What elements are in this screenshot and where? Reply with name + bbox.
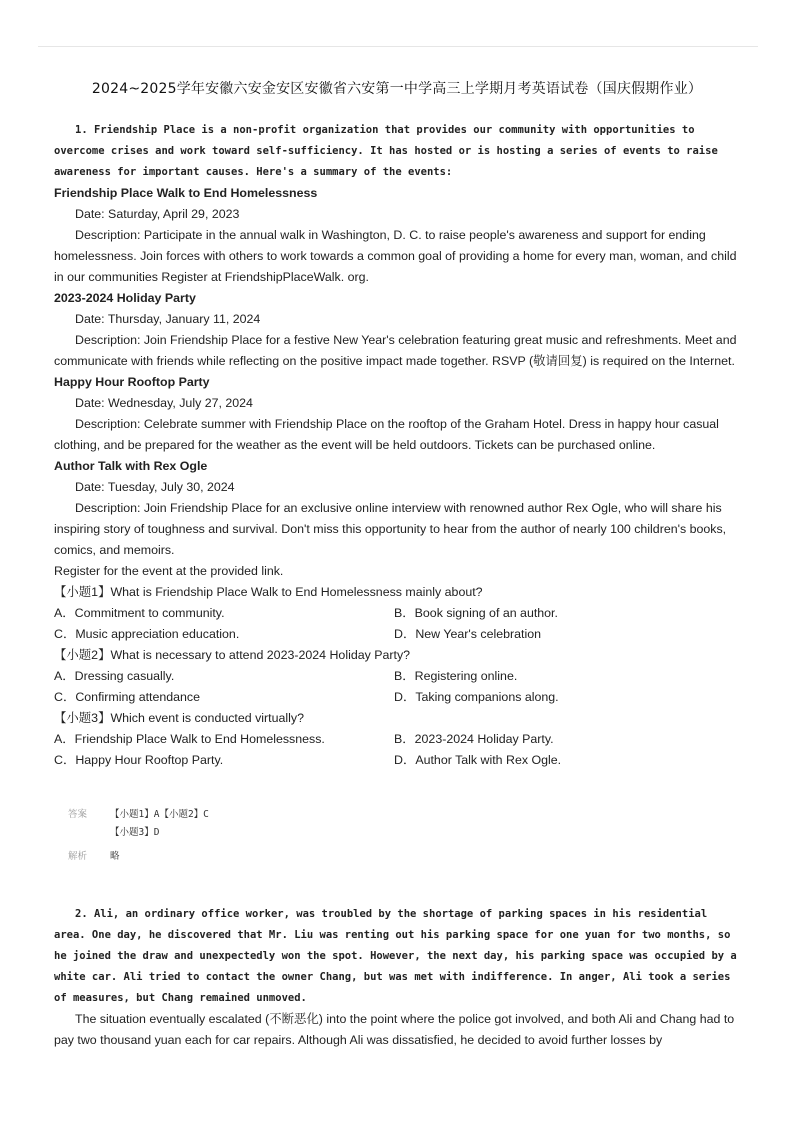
option-d: D．Taking companions along. [394, 690, 559, 704]
option-row [54, 603, 744, 624]
question-2-paragraph: The situation eventually escalated (不断恶化) into the point where the police got involved, and both Ali and Chang had to pay two thousand yuan each for car repairs. Although Ali was dissatisfied, he decided to avoid further losses by [54, 1012, 735, 1047]
option-a: A．Commitment to community. [54, 606, 225, 620]
option-d: D．Author Talk with Rex Ogle. [394, 753, 562, 767]
option-b: B．Registering online. [394, 669, 518, 683]
option-c: C．Happy Hour Rooftop Party. [54, 753, 224, 767]
question-2-intro: 2. Ali, an ordinary office worker, was troubled by the shortage of parking spaces in his residential area. One day, he discovered that Mr. Liu was renting out his parking space for one yuan for two months, so he joined the draw and unexpectedly won the spot. However, the next day, his parking space was occupied by a white car. Ali tried to contact the owner Chang, but was met with indifference. In anger, Ali took a series of measures, but Chang remained unmoved. [54, 908, 737, 1004]
option-a: A．Dressing casually. [54, 669, 175, 683]
analysis-label: 解析 [68, 851, 88, 862]
option-row [54, 687, 744, 708]
option-row [54, 624, 744, 645]
option-row [54, 750, 744, 771]
analysis-text: 略 [110, 851, 120, 862]
answer-label: 答案 [68, 809, 88, 820]
event-name: Happy Hour Rooftop Party [54, 375, 210, 389]
option-b: B．2023-2024 Holiday Party. [394, 732, 554, 746]
document-title: 2024~2025学年安徽六安金安区安徽省六安第一中学高三上学期月考英语试卷（国庆假期作业） [91, 81, 703, 97]
event-date: Date: Tuesday, July 30, 2024 [75, 480, 235, 494]
sub-question-stem: 【小题1】What is Friendship Place Walk to End Homelessness mainly about? [54, 585, 483, 599]
events-section [54, 183, 744, 771]
event-date: Date: Thursday, January 11, 2024 [75, 312, 261, 326]
event-description: Description: Participate in the annual walk in Washington, D. C. to raise people's awareness and support for ending homelessness. Join forces with others to work towards a common goal of providing a home for every man, woman, and child in our communities Register at FriendshipPlaceWalk. org. [54, 228, 737, 284]
option-row [54, 729, 744, 750]
event-name: Friendship Place Walk to End Homelessness [54, 186, 318, 200]
option-c: C．Music appreciation education. [54, 627, 240, 641]
option-c: C．Confirming attendance [54, 690, 201, 704]
question-1-intro: 1. Friendship Place is a non-profit organization that provides our community with opportunities to overcome crises and work toward self-sufficiency. It has hosted or is hosting a series of events to raise awareness for important causes. Here's a summary of the events: [54, 124, 718, 178]
option-a: A．Friendship Place Walk to End Homelessness. [54, 732, 325, 746]
event-description: Description: Celebrate summer with Friendship Place on the rooftop of the Graham Hotel. Dress in happy hour casual clothing, and be prepared for the weather as the event will be held outdoors. Tickets can be purchased online. [54, 417, 719, 452]
event-name: 2023-2024 Holiday Party [54, 291, 196, 305]
answer-line-1: 【小题1】A【小题2】C [110, 809, 209, 820]
option-b: B．Book signing of an author. [394, 606, 558, 620]
option-row [54, 666, 744, 687]
top-divider [38, 46, 758, 47]
event-description: Description: Join Friendship Place for an exclusive online interview with renowned author Rex Ogle, who will share his inspiring story of toughness and survival. Don't miss this opportunity to hear from the author of nearly 100 children's books, comics, and memoirs. [54, 501, 727, 557]
sub-question-stem: 【小题2】What is necessary to attend 2023-2024 Holiday Party? [54, 648, 411, 662]
option-d: D．New Year's celebration [394, 627, 541, 641]
sub-question-stem: 【小题3】Which event is conducted virtually? [54, 711, 304, 725]
register-note: Register for the event at the provided link. [54, 564, 284, 578]
answer-line-2: 【小题3】D [110, 827, 160, 838]
event-date: Date: Saturday, April 29, 2023 [75, 207, 240, 221]
answer-block [68, 806, 209, 866]
event-description: Description: Join Friendship Place for a festive New Year's celebration featuring great music and refreshments. Meet and communicate with friends while reflecting on the positive impact made together. RSVP (敬请回复) is required on the Internet. [54, 333, 737, 368]
event-date: Date: Wednesday, July 27, 2024 [75, 396, 253, 410]
event-name: Author Talk with Rex Ogle [54, 459, 208, 473]
